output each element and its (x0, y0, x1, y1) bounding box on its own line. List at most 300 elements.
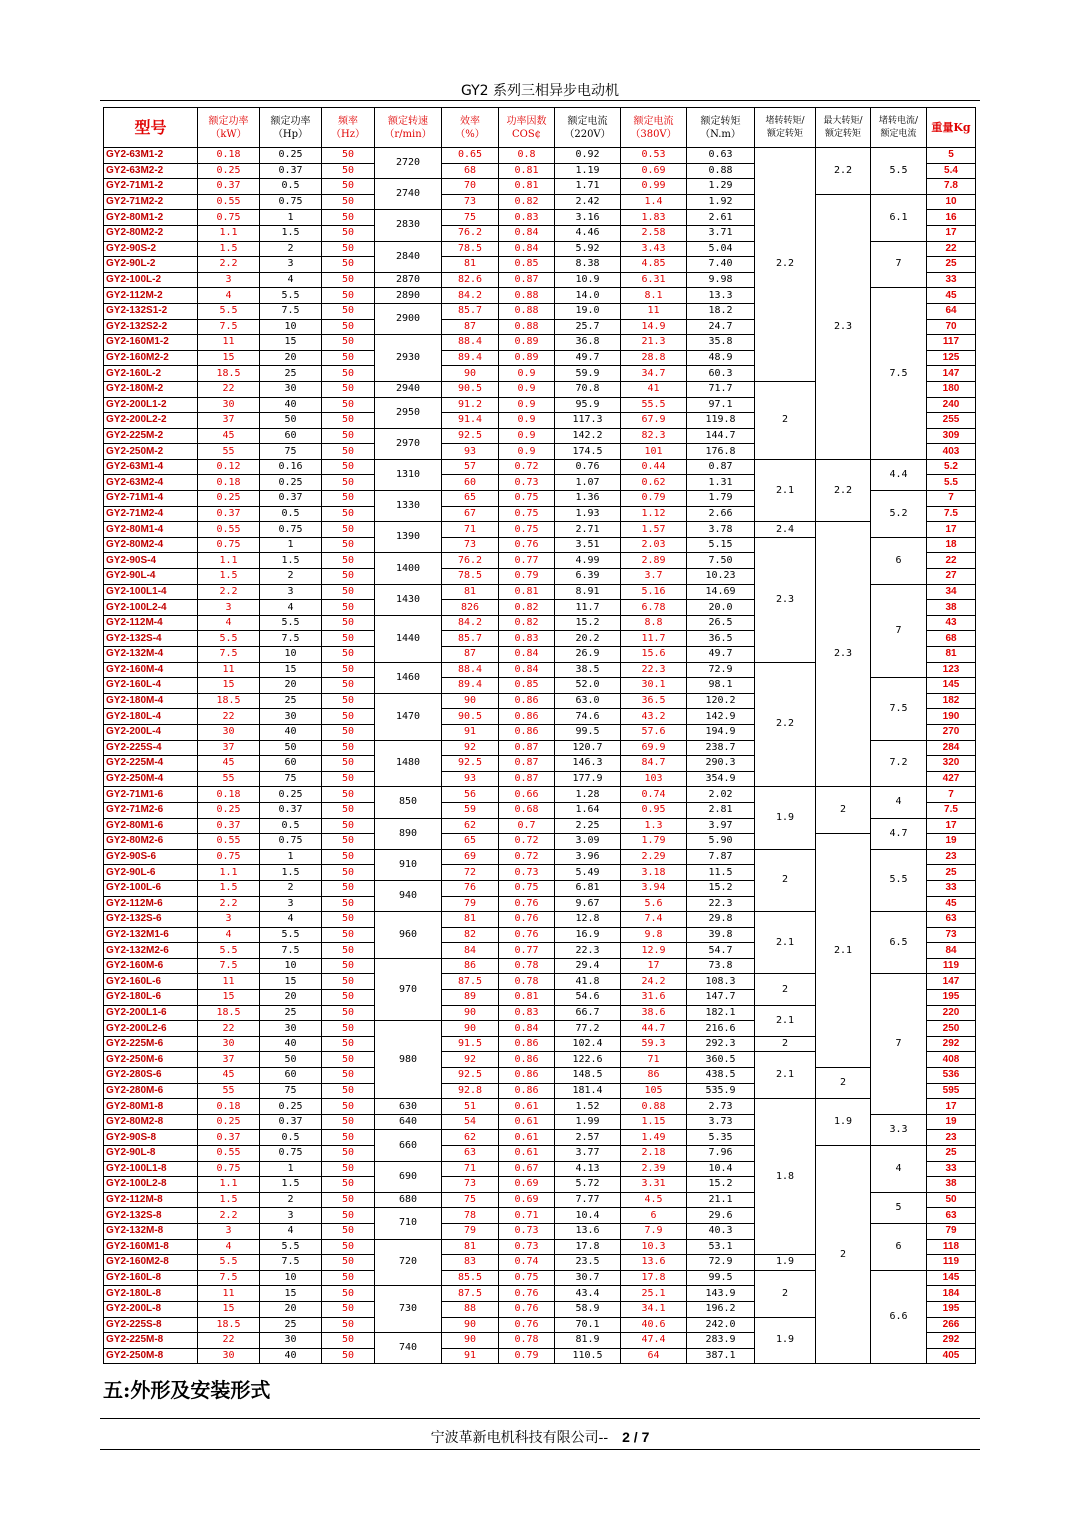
current-380v-cell: 1.83 (621, 210, 687, 226)
header-lock_t-line: 堵转转矩/ (765, 115, 805, 126)
rated-torque-cell: 5.90 (687, 834, 755, 850)
power-kw-cell: 4 (198, 615, 260, 631)
model-cell: GY2-180L-6 (104, 990, 198, 1006)
power-kw-cell: 0.12 (198, 459, 260, 475)
power-hp-cell: 0.75 (260, 1146, 322, 1162)
current-380v-cell: 15.6 (621, 647, 687, 663)
power-kw-cell: 45 (198, 1068, 260, 1084)
power-kw-cell: 5.5 (198, 631, 260, 647)
rated-torque-cell: 13.3 (687, 288, 755, 304)
power-factor-cell: 0.86 (499, 693, 555, 709)
current-220v-cell: 29.4 (555, 958, 621, 974)
current-220v-cell: 70.1 (555, 1317, 621, 1333)
efficiency-cell: 76.2 (442, 553, 499, 569)
model-cell: GY2-100L2-4 (104, 600, 198, 616)
power-kw-cell: 0.55 (198, 194, 260, 210)
header-hp-line: 额定功率 (270, 115, 311, 127)
weight-cell: 240 (927, 397, 976, 413)
current-220v-cell: 20.2 (555, 631, 621, 647)
locked-current-ratio-cell: 3.3 (871, 1114, 927, 1145)
power-hp-cell: 0.25 (260, 475, 322, 491)
power-hp-cell: 60 (260, 428, 322, 444)
weight-cell: 63 (927, 912, 976, 928)
model-cell: GY2-225M-6 (104, 1036, 198, 1052)
power-hp-cell: 7.5 (260, 631, 322, 647)
weight-cell: 81 (927, 647, 976, 663)
model-cell: GY2-100L1-4 (104, 584, 198, 600)
weight-cell: 19 (927, 1114, 976, 1130)
locked-torque-ratio-cell: 2.1 (755, 459, 816, 521)
power-kw-cell: 15 (198, 1301, 260, 1317)
header-eff-line: （%） (455, 128, 485, 140)
current-220v-cell: 30.7 (555, 1270, 621, 1286)
power-kw-cell: 22 (198, 709, 260, 725)
power-kw-cell: 0.25 (198, 802, 260, 818)
frequency-cell: 50 (322, 1083, 375, 1099)
rated-torque-cell: 98.1 (687, 678, 755, 694)
rated-torque-cell: 147.7 (687, 990, 755, 1006)
model-cell: GY2-80M1-4 (104, 522, 198, 538)
power-hp-cell: 40 (260, 724, 322, 740)
weight-cell: 23 (927, 1130, 976, 1146)
rated-speed-cell: 2940 (375, 381, 442, 397)
rated-torque-cell: 40.3 (687, 1223, 755, 1239)
power-hp-cell: 30 (260, 709, 322, 725)
current-380v-cell: 1.79 (621, 834, 687, 850)
power-factor-cell: 0.76 (499, 1317, 555, 1333)
current-380v-cell: 2.29 (621, 849, 687, 865)
efficiency-cell: 92 (442, 1052, 499, 1068)
frequency-cell: 50 (322, 1208, 375, 1224)
frequency-cell: 50 (322, 397, 375, 413)
power-kw-cell: 0.55 (198, 1146, 260, 1162)
power-factor-cell: 0.84 (499, 662, 555, 678)
power-hp-cell: 60 (260, 1068, 322, 1084)
efficiency-cell: 92.5 (442, 756, 499, 772)
page-footer (0, 1427, 1080, 1447)
efficiency-cell: 71 (442, 1161, 499, 1177)
motor-spec-table (103, 107, 976, 1364)
model-cell: GY2-180L-8 (104, 1286, 198, 1302)
rated-speed-cell: 2970 (375, 428, 442, 459)
model-cell: GY2-160L-4 (104, 678, 198, 694)
frequency-cell: 50 (322, 459, 375, 475)
model-cell: GY2-112M-4 (104, 615, 198, 631)
current-380v-cell: 0.74 (621, 787, 687, 803)
efficiency-cell: 90 (442, 693, 499, 709)
frequency-cell: 50 (322, 522, 375, 538)
current-220v-cell: 52.0 (555, 678, 621, 694)
current-380v-cell: 0.95 (621, 802, 687, 818)
efficiency-cell: 92 (442, 740, 499, 756)
weight-cell: 25 (927, 1146, 976, 1162)
model-cell: GY2-80M1-8 (104, 1099, 198, 1115)
power-factor-cell: 0.86 (499, 1083, 555, 1099)
locked-current-ratio-cell: 6.1 (871, 194, 927, 241)
frequency-cell: 50 (322, 366, 375, 382)
model-cell: GY2-90L-2 (104, 257, 198, 273)
efficiency-cell: 79 (442, 896, 499, 912)
current-380v-cell: 5.16 (621, 584, 687, 600)
rated-speed-cell: 890 (375, 818, 442, 849)
power-kw-cell: 30 (198, 1348, 260, 1364)
locked-current-ratio-cell: 4.4 (871, 459, 927, 490)
efficiency-cell: 59 (442, 802, 499, 818)
header-lock_t-line: 额定转矩 (766, 128, 803, 139)
rated-torque-cell: 0.88 (687, 163, 755, 179)
power-hp-cell: 4 (260, 272, 322, 288)
power-hp-cell: 0.37 (260, 163, 322, 179)
efficiency-cell: 90 (442, 1317, 499, 1333)
efficiency-cell: 71 (442, 522, 499, 538)
current-380v-cell: 7.9 (621, 1223, 687, 1239)
power-factor-cell: 0.73 (499, 1239, 555, 1255)
current-220v-cell: 102.4 (555, 1036, 621, 1052)
current-220v-cell: 10.9 (555, 272, 621, 288)
current-220v-cell: 99.5 (555, 724, 621, 740)
power-factor-cell: 0.9 (499, 381, 555, 397)
header-torque-line: （N.m） (700, 128, 741, 140)
header-i220-line: 额定电流 (567, 115, 608, 127)
current-220v-cell: 1.36 (555, 491, 621, 507)
power-kw-cell: 1.1 (198, 865, 260, 881)
power-kw-cell: 0.75 (198, 849, 260, 865)
locked-current-ratio-cell: 5 (871, 1192, 927, 1223)
model-cell: GY2-100L-6 (104, 880, 198, 896)
efficiency-cell: 826 (442, 600, 499, 616)
model-cell: GY2-132S-6 (104, 912, 198, 928)
power-hp-cell: 1 (260, 210, 322, 226)
power-hp-cell: 0.37 (260, 1114, 322, 1130)
rated-speed-cell: 730 (375, 1286, 442, 1333)
current-380v-cell: 1.4 (621, 194, 687, 210)
frequency-cell: 50 (322, 148, 375, 164)
power-factor-cell: 0.8 (499, 148, 555, 164)
rated-speed-cell: 720 (375, 1239, 442, 1286)
weight-cell: 68 (927, 631, 976, 647)
model-cell: GY2-90S-8 (104, 1130, 198, 1146)
current-380v-cell: 55.5 (621, 397, 687, 413)
power-hp-cell: 25 (260, 366, 322, 382)
power-kw-cell: 30 (198, 1036, 260, 1052)
power-factor-cell: 0.89 (499, 335, 555, 351)
model-cell: GY2-71M2-4 (104, 506, 198, 522)
power-hp-cell: 30 (260, 1021, 322, 1037)
max-torque-ratio-cell: 2 (816, 1146, 871, 1364)
rated-torque-cell: 5.35 (687, 1130, 755, 1146)
power-kw-cell: 0.18 (198, 1099, 260, 1115)
weight-cell: 22 (927, 241, 976, 257)
current-220v-cell: 11.7 (555, 600, 621, 616)
model-cell: GY2-225M-8 (104, 1333, 198, 1349)
header-rule (100, 100, 980, 101)
weight-cell: 408 (927, 1052, 976, 1068)
weight-cell: 17 (927, 522, 976, 538)
power-kw-cell: 22 (198, 1021, 260, 1037)
power-kw-cell: 3 (198, 600, 260, 616)
current-220v-cell: 15.2 (555, 615, 621, 631)
current-220v-cell: 142.2 (555, 428, 621, 444)
power-kw-cell: 18.5 (198, 366, 260, 382)
power-hp-cell: 1.5 (260, 1177, 322, 1193)
rated-speed-cell: 1390 (375, 522, 442, 553)
power-hp-cell: 10 (260, 647, 322, 663)
locked-torque-ratio-cell: 2.2 (755, 148, 816, 382)
power-factor-cell: 0.61 (499, 1146, 555, 1162)
current-380v-cell: 22.3 (621, 662, 687, 678)
current-380v-cell: 3.94 (621, 880, 687, 896)
power-hp-cell: 1 (260, 849, 322, 865)
rated-torque-cell: 360.5 (687, 1052, 755, 1068)
rated-torque-cell: 15.2 (687, 1177, 755, 1193)
header-i220 (555, 108, 621, 148)
current-220v-cell: 17.8 (555, 1239, 621, 1255)
power-kw-cell: 0.37 (198, 1130, 260, 1146)
frequency-cell: 50 (322, 849, 375, 865)
section-title: 五:外形及安装形式 (103, 1378, 271, 1402)
weight-cell: 84 (927, 943, 976, 959)
model-cell: GY2-180L-4 (104, 709, 198, 725)
model-cell: GY2-80M1-2 (104, 210, 198, 226)
header-model-line: 型号 (134, 118, 167, 137)
rated-torque-cell: 5.15 (687, 537, 755, 553)
current-380v-cell: 14.9 (621, 319, 687, 335)
current-380v-cell: 5.6 (621, 896, 687, 912)
current-380v-cell: 2.89 (621, 553, 687, 569)
rated-speed-cell: 970 (375, 958, 442, 1020)
power-factor-cell: 0.69 (499, 1192, 555, 1208)
efficiency-cell: 81 (442, 912, 499, 928)
efficiency-cell: 85.7 (442, 303, 499, 319)
rated-torque-cell: 71.7 (687, 381, 755, 397)
current-380v-cell: 44.7 (621, 1021, 687, 1037)
frequency-cell: 50 (322, 1068, 375, 1084)
power-hp-cell: 10 (260, 319, 322, 335)
frequency-cell: 50 (322, 1270, 375, 1286)
header-hz-line: （Hz） (331, 128, 365, 140)
power-kw-cell: 11 (198, 662, 260, 678)
power-kw-cell: 45 (198, 756, 260, 772)
frequency-cell: 50 (322, 943, 375, 959)
header-eff (442, 108, 499, 148)
weight-cell: 309 (927, 428, 976, 444)
current-380v-cell: 41 (621, 381, 687, 397)
header-kw-line: （kW） (210, 128, 247, 140)
weight-cell: 23 (927, 849, 976, 865)
current-380v-cell: 0.69 (621, 163, 687, 179)
current-220v-cell: 9.67 (555, 896, 621, 912)
max-torque-ratio-cell: 2.3 (816, 522, 871, 787)
current-220v-cell: 0.76 (555, 459, 621, 475)
model-cell: GY2-250M-2 (104, 444, 198, 460)
power-kw-cell: 0.75 (198, 537, 260, 553)
frequency-cell: 50 (322, 693, 375, 709)
current-380v-cell: 10.3 (621, 1239, 687, 1255)
power-hp-cell: 15 (260, 335, 322, 351)
power-factor-cell: 0.78 (499, 1333, 555, 1349)
rated-speed-cell: 2950 (375, 397, 442, 428)
rated-torque-cell: 290.3 (687, 756, 755, 772)
power-factor-cell: 0.69 (499, 1177, 555, 1193)
efficiency-cell: 78.5 (442, 569, 499, 585)
frequency-cell: 50 (322, 537, 375, 553)
efficiency-cell: 90 (442, 366, 499, 382)
power-factor-cell: 0.81 (499, 179, 555, 195)
current-220v-cell: 148.5 (555, 1068, 621, 1084)
power-factor-cell: 0.83 (499, 631, 555, 647)
weight-cell: 73 (927, 927, 976, 943)
model-cell: GY2-160L-2 (104, 366, 198, 382)
power-kw-cell: 5.5 (198, 1255, 260, 1271)
power-kw-cell: 0.75 (198, 210, 260, 226)
power-factor-cell: 0.72 (499, 849, 555, 865)
current-220v-cell: 19.0 (555, 303, 621, 319)
current-380v-cell: 2.39 (621, 1161, 687, 1177)
header-hp (260, 108, 322, 148)
rated-torque-cell: 97.1 (687, 397, 755, 413)
weight-cell: 38 (927, 600, 976, 616)
power-hp-cell: 30 (260, 1333, 322, 1349)
rated-speed-cell: 1310 (375, 459, 442, 490)
power-factor-cell: 0.79 (499, 1348, 555, 1364)
power-hp-cell: 0.25 (260, 148, 322, 164)
locked-current-ratio-cell: 6 (871, 537, 927, 584)
power-factor-cell: 0.79 (499, 569, 555, 585)
rated-speed-cell: 2930 (375, 335, 442, 382)
weight-cell: 119 (927, 1255, 976, 1271)
current-220v-cell: 4.46 (555, 225, 621, 241)
current-220v-cell: 120.7 (555, 740, 621, 756)
efficiency-cell: 57 (442, 459, 499, 475)
frequency-cell: 50 (322, 1161, 375, 1177)
current-220v-cell: 43.4 (555, 1286, 621, 1302)
power-kw-cell: 1.5 (198, 241, 260, 257)
power-hp-cell: 0.5 (260, 506, 322, 522)
frequency-cell: 50 (322, 1301, 375, 1317)
power-hp-cell: 1 (260, 1161, 322, 1177)
rated-torque-cell: 53.1 (687, 1239, 755, 1255)
power-hp-cell: 0.5 (260, 179, 322, 195)
frequency-cell: 50 (322, 257, 375, 273)
power-factor-cell: 0.82 (499, 194, 555, 210)
header-hz-line: 频率 (338, 115, 358, 127)
efficiency-cell: 54 (442, 1114, 499, 1130)
current-220v-cell: 1.52 (555, 1099, 621, 1115)
frequency-cell: 50 (322, 647, 375, 663)
rated-torque-cell: 10.23 (687, 569, 755, 585)
frequency-cell: 50 (322, 1130, 375, 1146)
efficiency-cell: 84.2 (442, 288, 499, 304)
rated-torque-cell: 21.1 (687, 1192, 755, 1208)
header-i380 (621, 108, 687, 148)
weight-cell: 7.5 (927, 802, 976, 818)
header-weight-line: 重量Kg (931, 121, 971, 134)
efficiency-cell: 62 (442, 1130, 499, 1146)
efficiency-cell: 92.5 (442, 1068, 499, 1084)
model-cell: GY2-250M-8 (104, 1348, 198, 1364)
rated-speed-cell: 2870 (375, 272, 442, 288)
power-factor-cell: 0.75 (499, 491, 555, 507)
locked-current-ratio-cell: 5.5 (871, 148, 927, 195)
model-cell: GY2-250M-6 (104, 1052, 198, 1068)
model-cell: GY2-225M-4 (104, 756, 198, 772)
model-cell: GY2-160M2-8 (104, 1255, 198, 1271)
efficiency-cell: 88.4 (442, 335, 499, 351)
power-factor-cell: 0.76 (499, 1286, 555, 1302)
current-380v-cell: 31.6 (621, 990, 687, 1006)
power-factor-cell: 0.9 (499, 444, 555, 460)
weight-cell: 16 (927, 210, 976, 226)
efficiency-cell: 73 (442, 537, 499, 553)
current-220v-cell: 177.9 (555, 771, 621, 787)
frequency-cell: 50 (322, 475, 375, 491)
model-cell: GY2-132M-4 (104, 647, 198, 663)
header-lock_i-line: 堵转电流/ (878, 115, 919, 126)
power-kw-cell: 1.1 (198, 225, 260, 241)
efficiency-cell: 89 (442, 990, 499, 1006)
frequency-cell: 50 (322, 569, 375, 585)
locked-current-ratio-cell: 7.5 (871, 678, 927, 740)
power-hp-cell: 10 (260, 958, 322, 974)
power-kw-cell: 2.2 (198, 1208, 260, 1224)
model-cell: GY2-132M2-6 (104, 943, 198, 959)
rated-torque-cell: 22.3 (687, 896, 755, 912)
weight-cell: 292 (927, 1036, 976, 1052)
power-kw-cell: 0.55 (198, 522, 260, 538)
power-factor-cell: 0.76 (499, 912, 555, 928)
power-factor-cell: 0.71 (499, 1208, 555, 1224)
efficiency-cell: 86 (442, 958, 499, 974)
model-cell: GY2-63M1-4 (104, 459, 198, 475)
current-220v-cell: 122.6 (555, 1052, 621, 1068)
power-hp-cell: 5.5 (260, 615, 322, 631)
rated-speed-cell: 1440 (375, 615, 442, 662)
table-row (104, 1068, 976, 1084)
model-cell: GY2-160L-6 (104, 974, 198, 990)
power-hp-cell: 25 (260, 1317, 322, 1333)
rated-torque-cell: 194.9 (687, 724, 755, 740)
current-380v-cell: 3.7 (621, 569, 687, 585)
frequency-cell: 50 (322, 615, 375, 631)
rated-torque-cell: 1.92 (687, 194, 755, 210)
locked-torque-ratio-cell: 1.9 (755, 787, 816, 849)
frequency-cell: 50 (322, 865, 375, 881)
power-factor-cell: 0.84 (499, 647, 555, 663)
power-hp-cell: 7.5 (260, 1255, 322, 1271)
power-hp-cell: 75 (260, 1083, 322, 1099)
frequency-cell: 50 (322, 319, 375, 335)
power-hp-cell: 20 (260, 1301, 322, 1317)
locked-current-ratio-cell: 5.5 (871, 849, 927, 911)
weight-cell: 25 (927, 257, 976, 273)
model-cell: GY2-225M-2 (104, 428, 198, 444)
table-row (104, 787, 976, 803)
rated-speed-cell: 630 (375, 1099, 442, 1115)
rated-torque-cell: 99.5 (687, 1270, 755, 1286)
rated-torque-cell: 144.7 (687, 428, 755, 444)
current-380v-cell: 1.57 (621, 522, 687, 538)
page-header-title: GY2 系列三相异步电动机 (460, 83, 620, 99)
rated-torque-cell: 35.8 (687, 335, 755, 351)
header-max_t-line: 额定转矩 (824, 128, 861, 139)
frequency-cell: 50 (322, 428, 375, 444)
frequency-cell: 50 (322, 662, 375, 678)
current-220v-cell: 174.5 (555, 444, 621, 460)
weight-cell: 45 (927, 288, 976, 304)
power-hp-cell: 25 (260, 693, 322, 709)
efficiency-cell: 84.2 (442, 615, 499, 631)
power-factor-cell: 0.77 (499, 553, 555, 569)
